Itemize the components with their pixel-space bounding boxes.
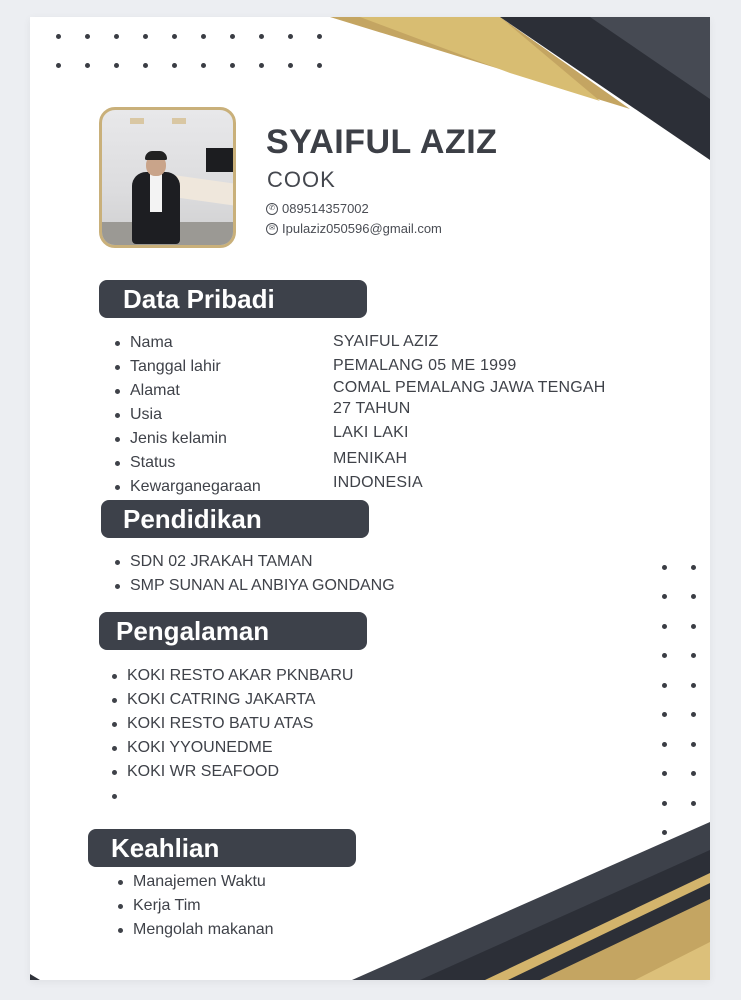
email-contact xyxy=(266,221,442,236)
field-usia: Usia xyxy=(115,403,315,427)
personal-data-labels xyxy=(115,331,315,499)
value-usia: 27 TAHUN xyxy=(333,400,411,417)
section-header-pengalaman: Pengalaman xyxy=(99,612,367,650)
applicant-role: COOK xyxy=(267,167,336,192)
experience-item: KOKI WR SEAFOOD xyxy=(112,760,512,784)
value-nama: SYAIFUL AZIZ xyxy=(333,333,439,350)
education-item: SMP SUNAN AL ANBIYA GONDANG xyxy=(115,574,515,598)
email-address: Ipulaziz050596@gmail.com xyxy=(282,221,442,236)
phone-contact xyxy=(266,201,369,216)
skill-item: Manajemen Waktu xyxy=(118,870,418,894)
experience-item: KOKI CATRING JAKARTA xyxy=(112,688,512,712)
value-tanggal-lahir: PEMALANG 05 ME 1999 xyxy=(333,357,517,374)
value-alamat: COMAL PEMALANG JAWA TENGAH xyxy=(333,379,606,396)
skills-list xyxy=(118,870,418,942)
value-kewarganegaraan: INDONESIA xyxy=(333,474,423,491)
email-icon: ✉ xyxy=(266,223,278,235)
experience-list xyxy=(112,664,512,808)
field-kewarganegaraan: Kewarganegaraan xyxy=(115,475,315,499)
value-jenis-kelamin: LAKI LAKI xyxy=(333,424,409,441)
experience-item: KOKI RESTO AKAR PKNBARU xyxy=(112,664,512,688)
applicant-name: SYAIFUL AZIZ xyxy=(266,123,498,161)
experience-item-empty xyxy=(112,784,512,808)
resume-page xyxy=(30,17,710,980)
field-tanggal-lahir: Tanggal lahir xyxy=(115,355,315,379)
section-header-data-pribadi: Data Pribadi xyxy=(99,280,367,318)
section-header-keahlian: Keahlian xyxy=(88,829,356,867)
field-jenis-kelamin: Jenis kelamin xyxy=(115,427,315,451)
value-status: MENIKAH xyxy=(333,450,408,467)
education-item: SDN 02 JRAKAH TAMAN xyxy=(115,550,515,574)
field-status: Status xyxy=(115,451,315,475)
experience-item: KOKI RESTO BATU ATAS xyxy=(112,712,512,736)
experience-item: KOKI YYOUNEDME xyxy=(112,736,512,760)
phone-icon: ✆ xyxy=(266,203,278,215)
decorative-corner-mark xyxy=(30,974,40,980)
skill-item: Kerja Tim xyxy=(118,894,418,918)
section-header-pendidikan: Pendidikan xyxy=(101,500,369,538)
phone-number: 089514357002 xyxy=(282,201,369,216)
field-alamat: Alamat xyxy=(115,379,315,403)
profile-photo xyxy=(99,107,236,248)
education-list xyxy=(115,550,515,598)
field-nama: Nama xyxy=(115,331,315,355)
skill-item: Mengolah makanan xyxy=(118,918,418,942)
